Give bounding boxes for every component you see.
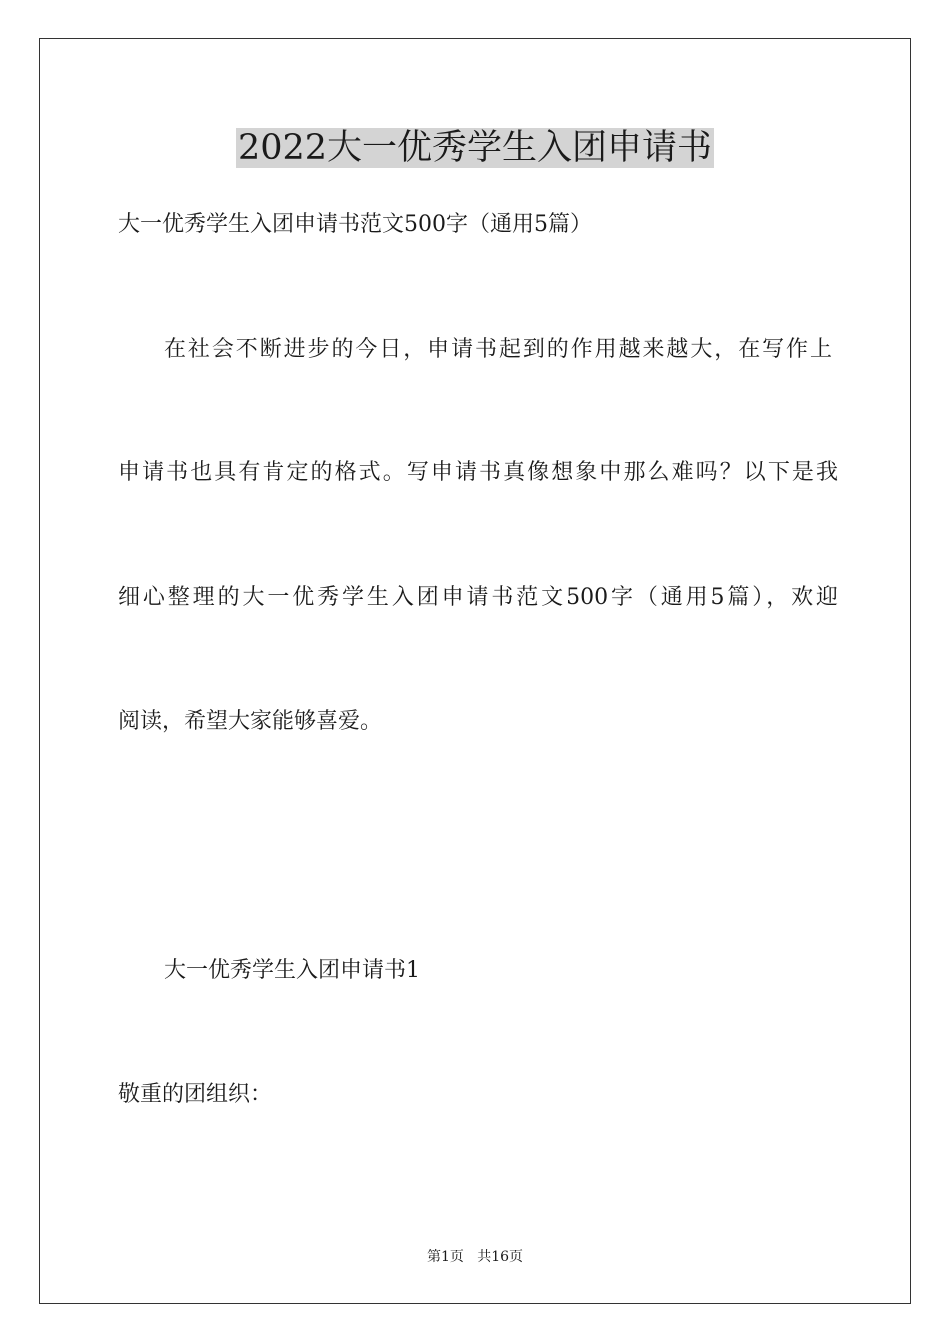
intro-line-4: 阅读，希望大家能够喜爱。 (118, 709, 383, 734)
document-subtitle: 大一优秀学生入团申请书范文500字（通用5篇） (118, 212, 592, 237)
intro-line-3: 细心整理的大一优秀学生入团申请书范文500字（通用5篇），欢迎 (118, 585, 838, 610)
intro-line-2: 申请书也具有肯定的格式。写申请书真像想象中那么难吗？以下是我 (118, 460, 838, 485)
page-footer: 第1页 共16页 (426, 1249, 524, 1265)
section-heading: 大一优秀学生入团申请书1 (164, 958, 420, 983)
document-title (0, 124, 950, 172)
intro-line-1: 在社会不断进步的今日，申请书起到的作用越来越大，在写作上 (164, 337, 832, 362)
salutation: 敬重的团组织： (118, 1082, 273, 1107)
document-title-text: 2022大一优秀学生入团申请书 (237, 128, 713, 168)
